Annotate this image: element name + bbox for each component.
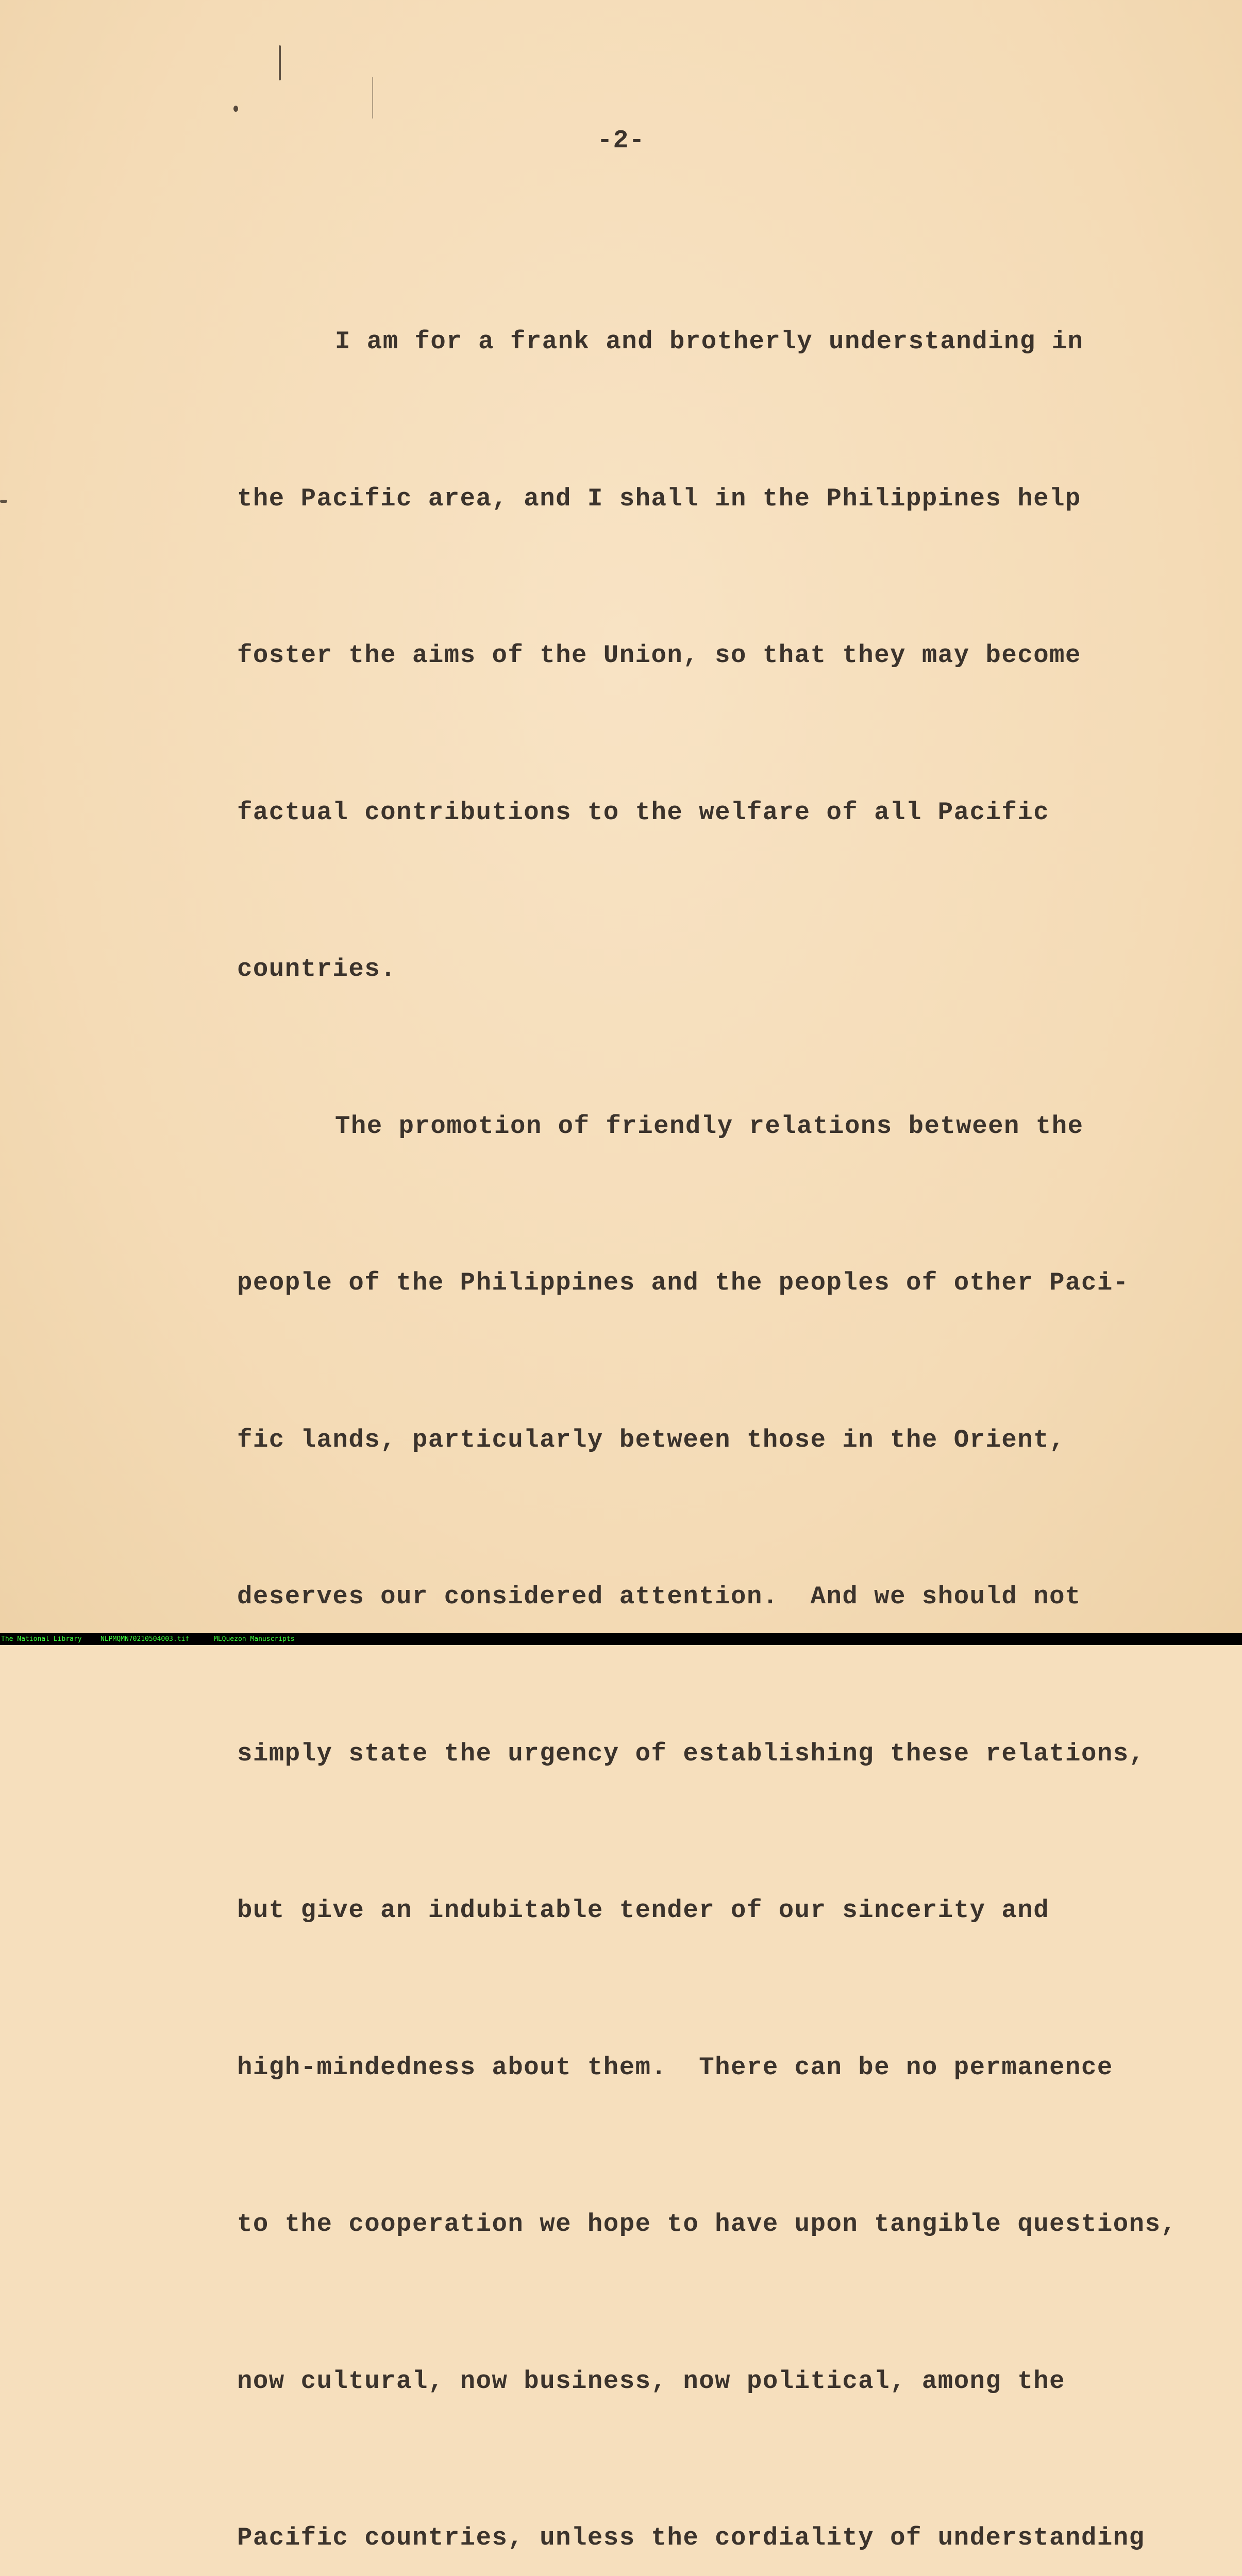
text-line: high-mindedness about them. There can be no permanence — [237, 2053, 1113, 2082]
edge-mark — [0, 500, 7, 503]
document-body — [237, 211, 1216, 2576]
text-line: people of the Philippines and the peoples of other Paci- — [237, 1268, 1129, 1297]
text-line: the Pacific area, and I shall in the Philippines help — [237, 484, 1081, 513]
text-line: fic lands, particularly between those in the Orient, — [237, 1425, 1066, 1454]
crease-line — [372, 77, 373, 118]
footer-file: NLPMQMN70210504003.tif — [100, 1635, 190, 1643]
text-line: foster the aims of the Union, so that they may become — [237, 641, 1081, 670]
text-line: deserves our considered attention. And we should not — [237, 1582, 1081, 1611]
text-line: The promotion of friendly relations between the — [335, 1111, 1084, 1141]
text-line: simply state the urgency of establishing these relations, — [237, 1739, 1145, 1768]
page-number: -2- — [597, 126, 645, 156]
text-line: I am for a frank and brotherly understanding in — [335, 327, 1084, 356]
text-line: now cultural, now business, now political, among the — [237, 2366, 1066, 2396]
text-line: Pacific countries, unless the cordiality of understanding — [237, 2523, 1145, 2552]
text-line: but give an indubitable tender of our sincerity and — [237, 1896, 1050, 1925]
footer-library: The National Library — [1, 1635, 82, 1643]
scan-footer-bar — [0, 1633, 1242, 1645]
staple-mark — [279, 45, 281, 80]
text-line: factual contributions to the welfare of all Pacific — [237, 798, 1050, 827]
text-line: countries. — [237, 955, 397, 984]
text-line: to the cooperation we hope to have upon tangible questions, — [237, 2210, 1177, 2239]
footer-collection: MLQuezon Manuscripts — [214, 1635, 295, 1643]
ink-dot — [233, 106, 238, 112]
